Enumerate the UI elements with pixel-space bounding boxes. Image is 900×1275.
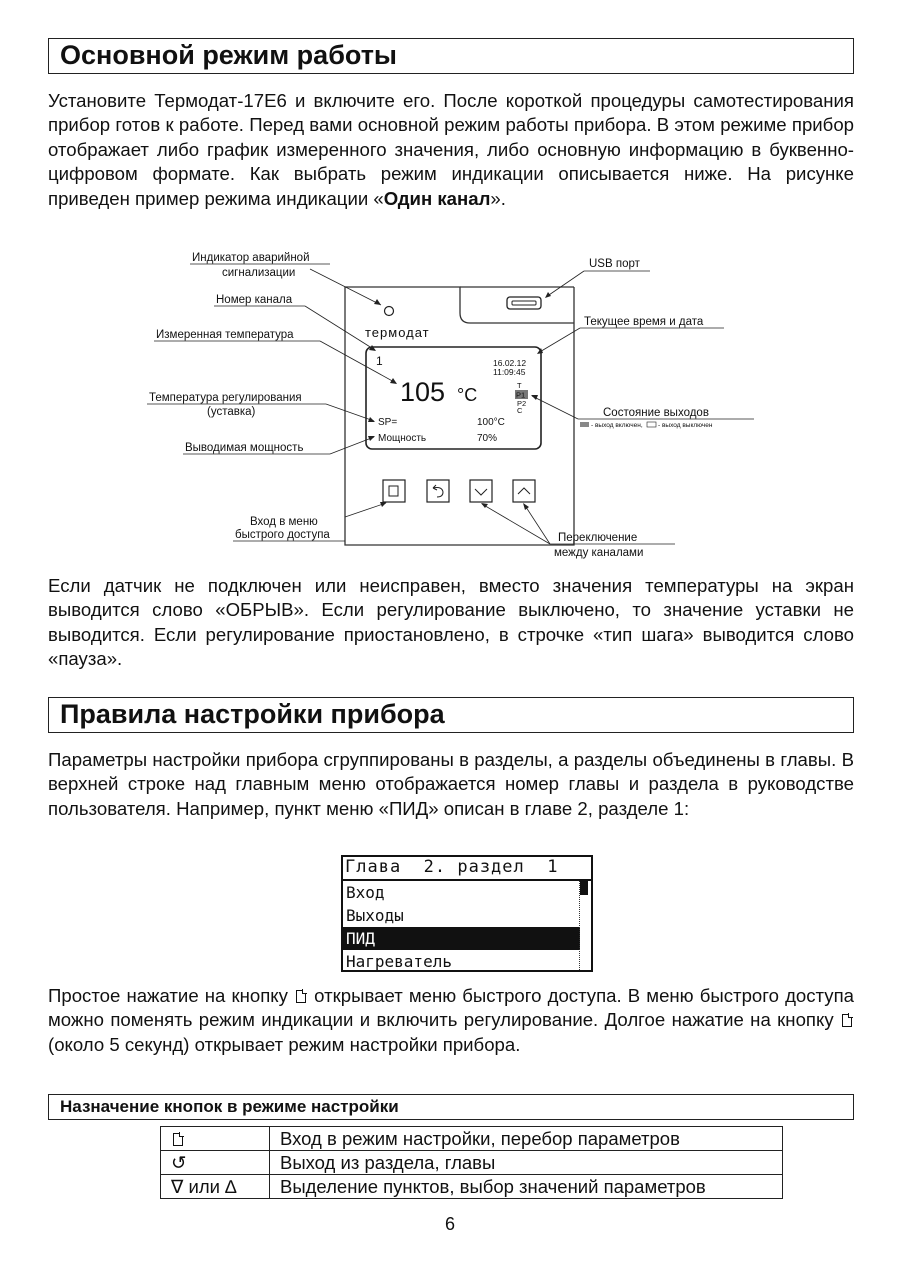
menu-scrollbar: [579, 881, 589, 970]
document-icon: [842, 1014, 852, 1027]
menu-example-display: [341, 855, 593, 972]
callout-setpoint-2: (уставка): [207, 406, 256, 418]
intro-bold-text: Один канал: [383, 187, 491, 209]
outputs-legend-on: - выход включен,: [591, 422, 643, 429]
arrows-symbol: ∇ или ∆: [171, 1175, 237, 1197]
callout-alarm-1: Индикатор аварийной: [192, 252, 310, 264]
after-figure-paragraph: Если датчик не подключен или неисправен, вместо значения температуры на экран выводится слово «ОБРЫВ». Если регулирование выключено, то значение уставки не выводится. Если регулирование приостановлено, в строчке «тип шага» выводится слово «пауза».: [48, 575, 854, 670]
section-title: Основной режим работы: [60, 40, 397, 70]
table-cell-description: Выход из раздела, главы: [270, 1151, 783, 1175]
callout-measured: Измеренная температура: [156, 329, 294, 341]
screen-date: 16.02.12: [493, 358, 527, 368]
output-p2: P2: [517, 399, 527, 408]
callout-quick-2: быстрого доступа: [235, 529, 330, 541]
brand-label: термодат: [365, 325, 430, 340]
intro-end-text: ».: [490, 187, 506, 209]
intro-paragraph: [48, 89, 854, 211]
page-number: 6: [444, 1214, 455, 1234]
device-buttons: [383, 480, 535, 502]
channel-number: 1: [376, 354, 383, 368]
sp-label: SP=: [378, 417, 398, 428]
callout-power: Выводимая мощность: [185, 442, 304, 454]
callout-switch-1: Переключение: [558, 532, 638, 544]
callout-channel: Номер канала: [216, 294, 293, 306]
table-cell-description: Выделение пунктов, выбор значений параметров: [270, 1175, 783, 1199]
section-title: Правила настройки прибора: [60, 699, 445, 729]
output-p1: P1: [516, 390, 526, 400]
table-row: [161, 1151, 783, 1175]
up-button: [513, 480, 535, 502]
section-heading-settings-rules: [48, 697, 854, 733]
menu-item-outputs: Выходы: [346, 906, 404, 925]
table-cell-description: Вход в режим настройки, перебор параметров: [270, 1127, 783, 1151]
callout-quick-1: Вход в меню: [250, 516, 318, 528]
device-diagram: [140, 245, 780, 570]
down-button: [470, 480, 492, 502]
table-row: [161, 1175, 783, 1199]
output-c: C: [517, 406, 523, 415]
table-cell-symbol: [161, 1175, 270, 1199]
menu-item-pid: ПИД: [343, 927, 580, 950]
outputs-legend-off: - выход выключен: [658, 422, 713, 429]
temperature-value: 105: [400, 377, 446, 407]
power-label: Мощность: [378, 433, 427, 444]
alarm-led: [385, 307, 394, 316]
callout-usb: USB порт: [589, 258, 640, 270]
callout-datetime: Текущее время и дата: [584, 316, 704, 328]
back-button: [427, 480, 449, 502]
settings-intro-paragraph: Параметры настройки прибора сгруппированы в разделы, а разделы объединены в главы. В верхней строке над главным меню отображается номер главы и раздела в руководстве пользователя. Например, пункт меню «ПИД» описан в главе 2, разделе 1:: [48, 749, 854, 819]
after-menu-text-2: открывает меню быстрого доступа. В меню быстрого доступа можно поменять режим индикации и включить регулирование. Долгое нажатие на кнопку: [48, 985, 854, 1031]
after-menu-paragraph: [48, 984, 854, 1057]
document-icon: [173, 1133, 183, 1146]
buttons-table-heading: [48, 1094, 854, 1120]
power-value: 70%: [477, 433, 498, 444]
output-t: T: [517, 381, 522, 390]
intro-text: Установите Термодат-17Е6 и включите его. После короткой процедуры самотестирования прибор готов к работе. Перед вами основной режим работы прибора. В этом режиме прибор отображает либо график измеренного значения, либо основную информацию в буквенно-цифровом формате. Как выбрать режим индикации описывается ниже. На рисунке приведен пример режима индикации «: [48, 90, 854, 209]
table-cell-symbol: [161, 1151, 270, 1175]
menu-header: Глава 2. раздел 1: [343, 857, 591, 881]
callout-switch-2: между каналами: [554, 547, 644, 559]
return-icon: ↺: [171, 1151, 187, 1173]
menu-button: [383, 480, 405, 502]
menu-scroll-thumb: [580, 881, 588, 895]
table-row: [161, 1127, 783, 1151]
after-menu-text-1: Простое нажатие на кнопку: [48, 985, 288, 1006]
table-cell-symbol: [161, 1127, 270, 1151]
screen-time: 11:09:45: [493, 367, 526, 377]
sp-value: 100°C: [477, 417, 505, 428]
document-icon: [296, 990, 306, 1003]
menu-item-heater: Нагреватель: [346, 952, 452, 971]
callout-outputs: Состояние выходов: [603, 407, 709, 419]
section-heading-main-mode: [48, 38, 854, 74]
temperature-unit: °C: [457, 385, 478, 405]
buttons-table: [160, 1126, 783, 1199]
callout-alarm-2: сигнализации: [222, 267, 296, 279]
menu-item-input: Вход: [346, 883, 385, 902]
callout-setpoint-1: Температура регулирования: [149, 392, 302, 404]
after-menu-text-3: (около 5 секунд) открывает режим настройки прибора.: [48, 1033, 521, 1055]
buttons-table-title: Назначение кнопок в режиме настройки: [60, 1097, 399, 1116]
